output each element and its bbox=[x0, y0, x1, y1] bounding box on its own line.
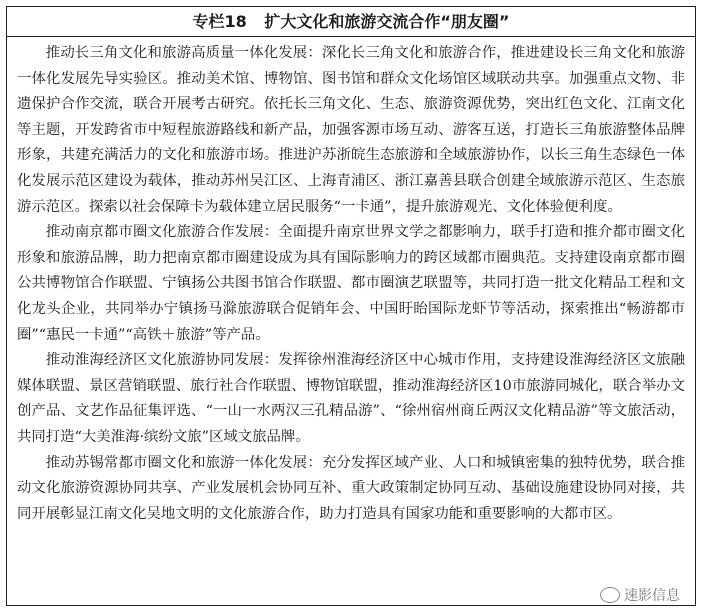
column-label: 专栏18 bbox=[192, 12, 247, 31]
column-content bbox=[7, 37, 695, 527]
column-heading: 扩大文化和旅游交流合作“朋友圈” bbox=[264, 12, 510, 31]
watermark bbox=[600, 585, 680, 605]
paragraph-suxichang: 推动苏锡常都市圈文化和旅游一体化发展：充分发挥区域产业、人口和城镇密集的独特优势，联合推动文化旅游资源协同共享、产业发展机会协同互补、重大政策制定协同互动、基础设施建设协同对接，共同开展彰显江南文化吴地文明的文化旅游合作，助力打造具有国家功能和重要影响的大都市区。 bbox=[17, 454, 685, 522]
watermark-text: 速影信息 bbox=[624, 588, 680, 604]
paragraph-huaihai: 推动淮海经济区文化旅游协同发展：发挥徐州淮海经济区中心城市作用，支持建设淮海经济区文旅融媒体联盟、景区营销联盟、旅行社合作联盟、博物馆联盟，推动淮海经济区10市旅游同城化，联合举办文创产品、文艺作品征集评选、“一山一水两汉三孔精品游”、“徐州宿州商丘两汉文化精品游”等文旅活动，共同打造“大美淮海·缤纷文旅”区域文旅品牌。 bbox=[17, 352, 685, 445]
paragraph-nanjing: 推动南京都市圈文化旅游合作发展：全面提升南京世界文学之都影响力，联手打造和推介都市圈文化形象和旅游品牌，助力把南京都市圈建设成为具有国际影响力的跨区域都市圈典范。支持建设南京都市圈公共博物馆合作联盟、宁镇扬公共图书馆合作联盟、都市圈演艺联盟等，共同打造一批文化精品工程和文化龙头企业，共同举办宁镇扬马滁旅游联合促销年会、中国盱眙国际龙虾节等活动，探索推出“畅游都市圈”“惠民一卡通”“高铁＋旅游”等产品。 bbox=[17, 224, 685, 343]
column-title bbox=[7, 7, 695, 37]
wechat-icon bbox=[600, 587, 620, 603]
paragraph-yangtze-delta: 推动长三角文化和旅游高质量一体化发展：深化长三角文化和旅游合作，推进建设长三角文化和旅游一体化发展先导实验区。推动美术馆、博物馆、图书馆和群众文化场馆区域联动共享。加强重点文物、非遗保护合作交流，联合开展考古研究。依托长三角文化、生态、旅游资源优势，突出红色文化、江南文化等主题，开发跨省市中短程旅游路线和新产品，加强客源市场互动、游客互送，打造长三角旅游整体品牌形象，共建充满活力的文化和旅游市场。推进沪苏浙皖生态旅游和全域旅游协作，以长三角生态绿色一体化发展示范区建设为载体，推动苏州吴江区、上海青浦区、浙江嘉善县联合创建全域旅游示范区、生态旅游示范区。探索以社会保障卡为载体建立居民服务“一卡通”，提升旅游观光、文化体验便利度。 bbox=[17, 45, 685, 215]
column-box bbox=[6, 6, 696, 606]
